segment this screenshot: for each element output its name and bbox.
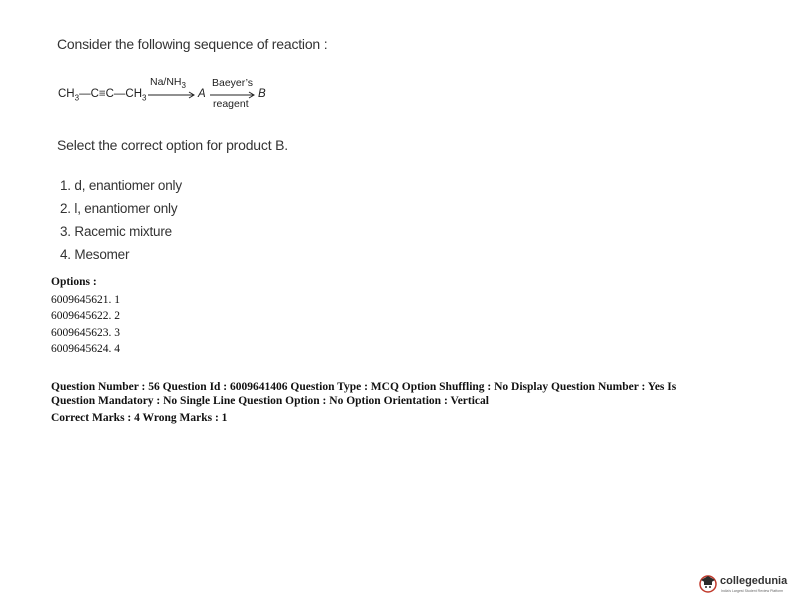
arrow-1-icon (148, 90, 198, 100)
reactant-formula: $CH_3—C\equiv C—CH_3$ (58, 88, 147, 103)
option-id-3: 6009645623. 3 (51, 327, 120, 339)
choice-2: 2. l, enantiomer only (60, 201, 178, 216)
product-b: B (258, 88, 266, 100)
step2-reagent-top: Baeyer’s (212, 77, 254, 89)
choice-1: 1. d, enantiomer only (60, 178, 182, 193)
collegedunia-logo (696, 570, 792, 600)
question-prompt: Consider the following sequence of reaction : (57, 36, 328, 52)
question-meta-line2: Question Mandatory : No Single Line Question Option : No Option Orientation : Vertical (51, 395, 489, 407)
choice-4: 4. Mesomer (60, 247, 130, 262)
question-meta-line3: Correct Marks : 4 Wrong Marks : 1 (51, 412, 228, 424)
step2-reagent-bottom: reagent (213, 98, 249, 110)
option-id-4: 6009645624. 4 (51, 343, 120, 355)
options-heading: Options : (51, 276, 97, 288)
logo-name: collegedunia (720, 575, 788, 587)
step1-reagent: $Na/NH_3$ (150, 76, 186, 91)
question-instruction: Select the correct option for product B. (57, 137, 288, 153)
option-id-1: 6009645621. 1 (51, 294, 120, 306)
graduate-cap-icon (698, 573, 718, 593)
choice-3: 3. Racemic mixture (60, 224, 172, 239)
option-id-2: 6009645622. 2 (51, 310, 120, 322)
question-meta-line1: Question Number : 56 Question Id : 6009641406 Question Type : MCQ Option Shuffling : No Display Question Number : Yes Is (51, 381, 677, 393)
intermediate-a: A (198, 88, 206, 100)
logo-tagline: India's Largest Student Review Platform (721, 589, 784, 593)
reaction-scheme (58, 76, 278, 116)
